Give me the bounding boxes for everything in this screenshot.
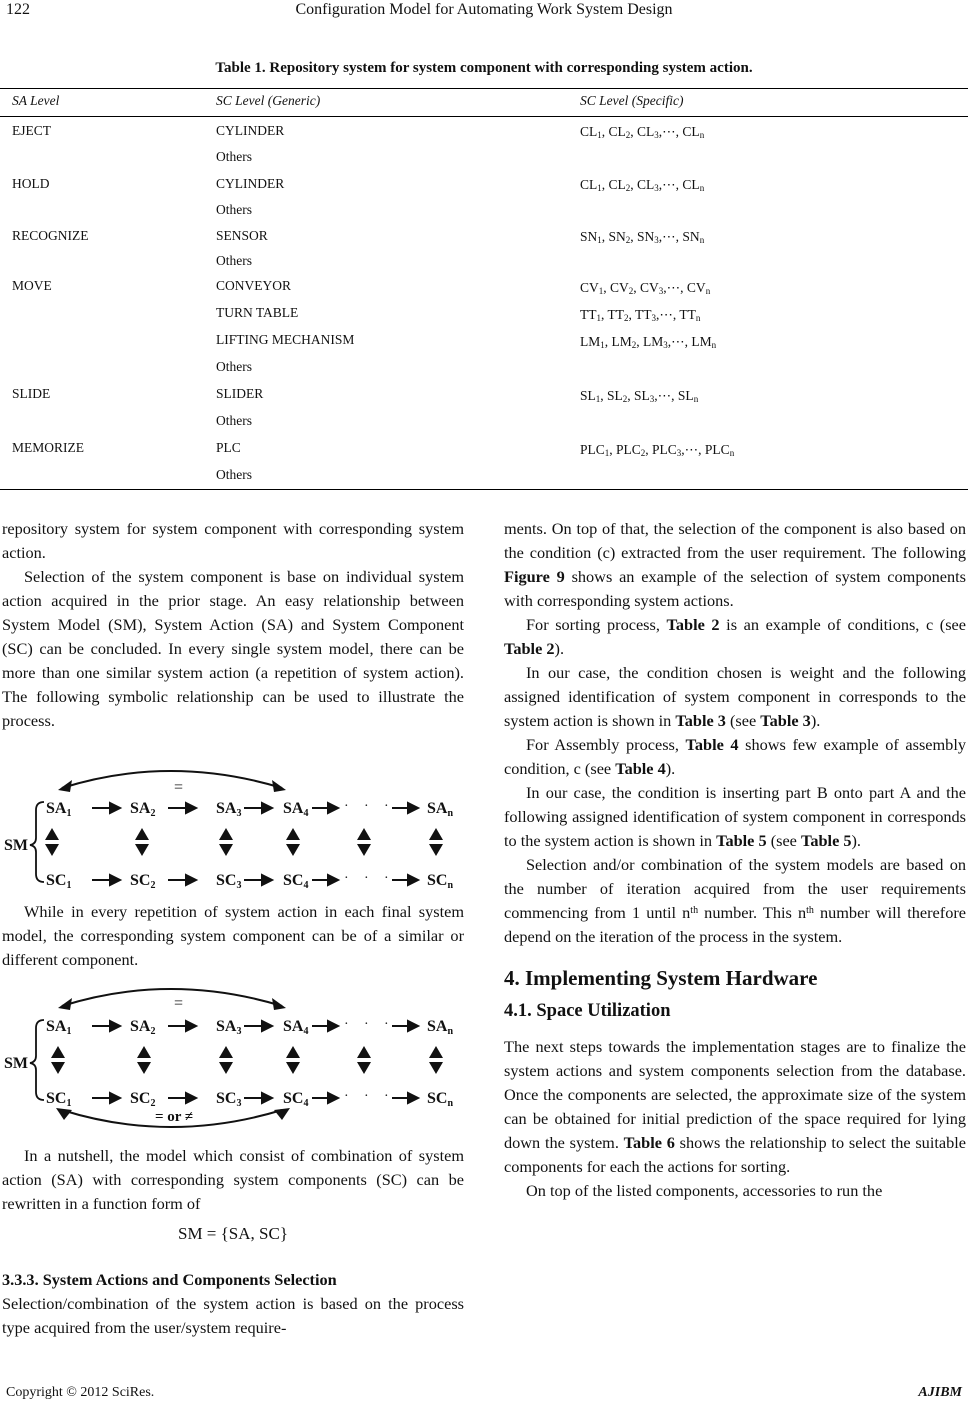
paragraph: While in every repetition of system action in each final system model, the corresponding system component can be of a similar or different component. — [2, 902, 464, 969]
svg-text:SC2: SC2 — [130, 872, 156, 891]
paragraph: ments. On top of that, the selection of the component is also based on the condition (c) extracted from the user requirement. The following Figure 9 shows an example of the selection of system components with corresponding system actions. — [504, 519, 966, 610]
svg-text:SC1: SC1 — [46, 872, 72, 891]
svg-text:SC4: SC4 — [283, 1090, 309, 1109]
table-cell-generic: Others — [216, 359, 252, 374]
paragraph: Selection of the system component is base on individual system action acquired in the prior stage. An easy relationship between System Model (SM), System Action (SA) and System Component (SC) can be concluded. In every single system model, there can be more than one similar system action (a repetition of system action). The following symbolic relationship can be used to illustrate the process. — [2, 567, 464, 730]
svg-text:=: = — [174, 779, 184, 796]
svg-text:=: = — [174, 995, 184, 1012]
svg-text:SC4: SC4 — [283, 872, 309, 891]
svg-text:SA3: SA3 — [216, 800, 242, 819]
table-ref[interactable]: Table 2 — [666, 615, 720, 634]
table-header-rule — [0, 116, 968, 117]
svg-text:·: · — [364, 799, 369, 814]
sa-sc-diagram-1 — [0, 762, 480, 892]
table-cell-specific: $SL_1$, $SL_2$, $SL_3,\cdots$, $SL_n$ — [580, 388, 699, 404]
table-ref[interactable]: Table 4 — [685, 735, 739, 754]
table-ref[interactable]: Table 2 — [504, 639, 555, 658]
equation: SM = {SA, SC} — [177, 1224, 288, 1243]
svg-text:·: · — [364, 871, 369, 886]
table-cell-generic: CONVEYOR — [216, 278, 292, 293]
table-ref[interactable]: Table 3 — [760, 711, 811, 730]
svg-text:SCn: SCn — [427, 1090, 454, 1109]
paragraph: For Assembly process, Table 4 shows few example of assembly condition, c (see Table 4). — [504, 735, 966, 778]
table-cell-specific: $CL_1$, $CL_2$, $CL_3,\cdots$, $CL_n$ — [580, 124, 705, 140]
svg-text:SA4: SA4 — [283, 1018, 309, 1037]
copyright: Copyright © 2012 SciRes. — [6, 1385, 155, 1400]
section-heading-4-1: 4.1. Space Utilization — [504, 1001, 671, 1021]
paragraph: For sorting process, Table 2 is an example of conditions, c (see Table 2). — [504, 615, 966, 658]
svg-text:SA1: SA1 — [46, 1018, 72, 1037]
table-ref[interactable]: Table 4 — [615, 759, 666, 778]
svg-text:SM: SM — [4, 837, 28, 854]
col-header-sc-specific: SC Level (Specific) — [580, 93, 684, 108]
table-cell-generic: Others — [216, 149, 252, 164]
table-cell-generic: PLC — [216, 440, 241, 455]
table-cell-generic: CYLINDER — [216, 123, 285, 138]
left-column — [2, 517, 464, 733]
svg-text:SC2: SC2 — [130, 1090, 156, 1109]
journal-abbrev: AJIBM — [918, 1385, 962, 1400]
table-caption: Table 1. Repository system for system component with corresponding system action. — [215, 60, 753, 76]
svg-text:= or ≠: = or ≠ — [155, 1109, 194, 1125]
table-cell-generic: Others — [216, 253, 252, 268]
svg-text:SC1: SC1 — [46, 1090, 72, 1109]
table-cell-specific: $CL_1$, $CL_2$, $CL_3,\cdots$, $CL_n$ — [580, 177, 705, 193]
left-column-2 — [2, 900, 464, 972]
svg-text:SM: SM — [4, 1055, 28, 1072]
paragraph: Selection and/or combination of the system models are based on the number of iteration acquired from the user requirements commencing from 1 until $n^{th}$ number. This $n^{th}$ number will therefore depend on the iteration of the process in the system. — [504, 855, 966, 946]
page-number: 122 — [6, 1, 30, 18]
sa-sc-diagram-2 — [0, 980, 480, 1130]
svg-text:SC3: SC3 — [216, 872, 242, 891]
table-cell-generic: SENSOR — [216, 228, 268, 243]
svg-text:SA2: SA2 — [130, 1018, 156, 1037]
section-heading-3-3-3: 3.3.3. System Actions and Components Selection — [2, 1270, 337, 1289]
paragraph: Selection/combination of the system action is based on the process type acquired from the user/system require- — [2, 1294, 464, 1337]
table-cell-generic: LIFTING MECHANISM — [216, 332, 355, 347]
svg-text:SA2: SA2 — [130, 800, 156, 819]
table-cell-sa: MOVE — [12, 278, 52, 293]
table-cell-specific: $LM_1$, $LM_2$, $LM_3,\cdots$, $LM_n$ — [580, 334, 717, 350]
svg-text:·: · — [344, 1089, 349, 1104]
table-cell-sa: SLIDE — [12, 386, 51, 401]
col-header-sc-generic: SC Level (Generic) — [216, 93, 321, 108]
svg-text:SAn: SAn — [427, 800, 454, 819]
table-cell-specific: $CV_1$, $CV_2$, $CV_3,\cdots$, $CV_n$ — [580, 280, 711, 296]
table-cell-generic: Others — [216, 202, 252, 217]
figure-ref[interactable]: Figure 9 — [504, 567, 565, 586]
svg-text:·: · — [344, 799, 349, 814]
paragraph: repository system for system component with corresponding system action. — [2, 519, 464, 562]
table-cell-generic: Others — [216, 413, 252, 428]
svg-text:·: · — [384, 871, 389, 886]
table-cell-generic: Others — [216, 467, 252, 482]
table-cell-sa: HOLD — [12, 176, 50, 191]
svg-text:·: · — [344, 871, 349, 886]
svg-text:·: · — [364, 1017, 369, 1032]
table-ref[interactable]: Table 5 — [716, 831, 767, 850]
svg-text:SA4: SA4 — [283, 800, 309, 819]
section-heading-4: 4. Implementing System Hardware — [504, 966, 818, 990]
svg-text:·: · — [344, 1017, 349, 1032]
paragraph: In a nutshell, the model which consist of combination of system action (SA) with corresponding system components (SC) can be rewritten in a function form of — [2, 1146, 464, 1213]
paragraph: On top of the listed components, accessories to run the — [526, 1181, 883, 1200]
table-cell-sa: EJECT — [12, 123, 51, 138]
table-ref[interactable]: Table 6 — [623, 1133, 675, 1152]
svg-text:·: · — [364, 1089, 369, 1104]
svg-text:SCn: SCn — [427, 872, 454, 891]
paragraph: In our case, the condition is inserting part B onto part A and the following assigned identification of system component in corresponds to the system action is shown in Table 5 (see Table 5). — [504, 783, 966, 850]
table-cell-generic: SLIDER — [216, 386, 264, 401]
table-top-rule — [0, 88, 968, 89]
table-ref[interactable]: Table 5 — [800, 831, 852, 850]
svg-text:·: · — [384, 1089, 389, 1104]
svg-text:·: · — [384, 799, 389, 814]
right-column — [504, 517, 966, 1203]
table-cell-sa: RECOGNIZE — [12, 228, 89, 243]
svg-text:·: · — [384, 1017, 389, 1032]
table-cell-specific: $SN_1$, $SN_2$, $SN_3,\cdots$, $SN_n$ — [580, 229, 705, 245]
svg-text:SA1: SA1 — [46, 800, 72, 819]
table-cell-specific: $TT_1$, $TT_2$, $TT_3,\cdots$, $TT_n$ — [580, 307, 701, 323]
svg-text:SC3: SC3 — [216, 1090, 242, 1109]
journal-title: Configuration Model for Automating Work System Design — [295, 1, 673, 18]
svg-text:SAn: SAn — [427, 1018, 454, 1037]
paragraph: The next steps towards the implementation stages are to finalize the system actions and system components selection from the database. Once the components are selected, the approximate size of the system can be obtained for initial prediction of the space required for lying down the system. Table 6 shows the relationship to select the suitable components for each the actions for sorting. — [504, 1037, 966, 1176]
svg-text:SA3: SA3 — [216, 1018, 242, 1037]
table-cell-specific: $PLC_1$, $PLC_2$, $PLC_3,\cdots$, $PLC_n$ — [580, 442, 735, 458]
table-cell-generic: TURN TABLE — [216, 305, 299, 320]
table-ref[interactable]: Table 3 — [675, 711, 726, 730]
table-cell-sa: MEMORIZE — [12, 440, 84, 455]
table-bottom-rule — [0, 489, 968, 490]
table-cell-generic: CYLINDER — [216, 176, 285, 191]
running-head — [0, 0, 968, 24]
paragraph: In our case, the condition chosen is weight and the following assigned identification of system component in corresponds to the system action is shown in Table 3 (see Table 3). — [504, 663, 966, 730]
left-column-3 — [2, 1144, 464, 1340]
col-header-sa-level: SA Level — [12, 93, 60, 108]
